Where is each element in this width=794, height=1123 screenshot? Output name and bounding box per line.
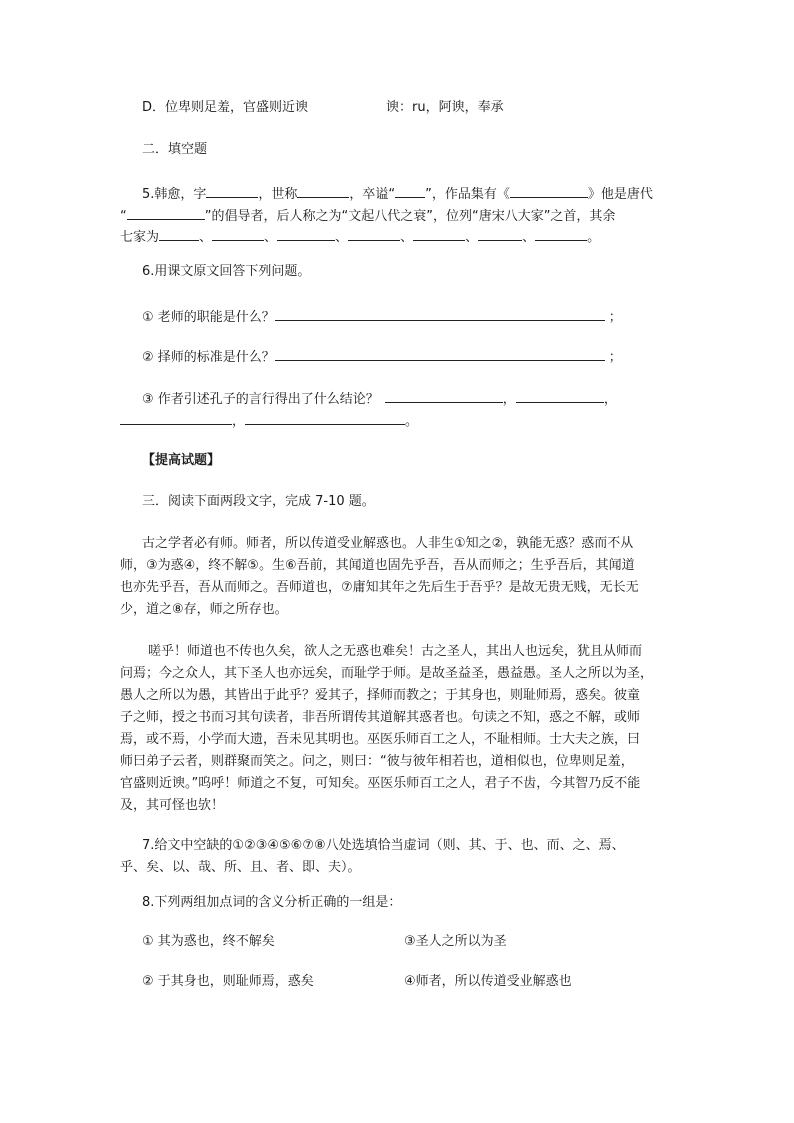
blank-writer-3[interactable] — [277, 226, 335, 241]
q8-option-1: ① 其为惑也，终不解矣 — [142, 934, 275, 949]
section-2-title: 二．填空题 — [142, 142, 208, 157]
q6-answer-3d[interactable] — [245, 410, 405, 425]
blank-writer-5[interactable] — [413, 226, 465, 241]
passage-1-line: 师，③为惑④，终不解⑤。生⑥吾前，其闻道也固先乎吾，吾从而师之；生乎吾后，其闻道 — [120, 558, 635, 573]
blank-collection[interactable] — [510, 183, 588, 198]
passage-1-line: 也亦先乎吾，吾从而师之。吾师道也，⑦庸知其年之先后生于吾乎？是故无贵无贱，无长无 — [120, 580, 639, 595]
q5-line-2: “ ”的倡导者，后人称之为“文起八代之衰”，位列“唐宋八大家”之首，其余 — [120, 205, 615, 227]
blank-title[interactable] — [297, 183, 349, 198]
passage-1-line: 古之学者必有师。师者，所以传道受业解惑也。人非生①知之②，孰能无惑？惑而不从 — [142, 536, 634, 551]
q5-line-1: 5.韩愈，字 ，世称 ，卒谥“ ”，作品集有《 》他是唐代 — [142, 183, 653, 205]
blank-courtesy-name[interactable] — [206, 183, 258, 198]
q6-item-3-cont: ， 。 — [120, 410, 418, 432]
q6-item-1: ① 老师的职能是什么？ ； — [142, 306, 622, 328]
advanced-title: 【提高试题】 — [142, 453, 221, 468]
option-d-text: D．位卑则足羞，官盛则近谀 — [142, 100, 309, 115]
passage-2-line: 及，其可怪也欤！ — [120, 798, 225, 813]
section-3-title: 三．阅读下面两段文字，完成 7-10 题。 — [142, 494, 375, 509]
blank-writer-2[interactable] — [212, 226, 264, 241]
q6-answer-3c[interactable] — [120, 410, 232, 425]
passage-2-line: 焉，或不焉，小学而大遗，吾未见其明也。巫医乐师百工之人，不耻相师。士大夫之族，曰 — [120, 732, 641, 747]
passage-2-line: 师曰弟子云者，则群聚而笑之。问之，则曰：“彼与彼年相若也，道相似也，位卑则足羞， — [120, 754, 634, 769]
blank-writer-7[interactable] — [535, 226, 587, 241]
passage-1-line: 少，道之⑧存，师之所存也。 — [120, 602, 288, 617]
blank-writer-4[interactable] — [348, 226, 400, 241]
q6-answer-3a[interactable] — [385, 388, 503, 403]
q6-item-2: ② 择师的标准是什么？ ； — [142, 346, 622, 368]
option-d-note: 谀：ru，阿谀，奉承 — [386, 100, 504, 115]
q8-option-4: ④师者，所以传道受业解惑也 — [404, 974, 572, 989]
q5-line-3: 七家为 、 、 、 、 、 、 。 — [120, 226, 600, 248]
blank-writer-1[interactable] — [159, 226, 199, 241]
q8-title: 8.下列两组加点词的含义分析正确的一组是： — [142, 895, 402, 910]
option-d-line — [142, 98, 308, 118]
blank-writer-6[interactable] — [478, 226, 522, 241]
passage-2-line: 愚人之所以为愚，其皆出于此乎？爱其子，择师而教之；于其身也，则耻师焉，惑矣。彼童 — [120, 688, 641, 703]
passage-2-line: 子之师，授之书而习其句读者，非吾所谓传其道解其惑者也。句读之不知，惑之不解，或师 — [120, 710, 641, 725]
q6-answer-3b[interactable] — [516, 388, 604, 403]
q7-line: 乎、矣、以、哉、所、且、者、即、夫）。 — [120, 860, 361, 875]
q6-answer-2[interactable] — [275, 346, 605, 361]
q6-title: 6.用课文原文回答下列问题。 — [142, 264, 311, 279]
blank-movement[interactable] — [127, 205, 205, 220]
q8-option-2: ② 于其身也，则耻师焉，惑矣 — [142, 974, 314, 989]
q8-option-3: ③圣人之所以为圣 — [404, 934, 507, 949]
passage-2-line: 官盛则近谀。”呜呼！师道之不复，可知矣。巫医乐师百工之人，君子不齿，今其智乃反不能 — [120, 776, 641, 791]
q6-item-3: ③ 作者引述孔子的言行得出了什么结论？ ， ， — [142, 388, 617, 410]
blank-posthumous-name[interactable] — [395, 183, 425, 198]
q6-answer-1[interactable] — [275, 306, 605, 321]
passage-2-line: 问焉；今之众人，其下圣人也亦远矣，而耻学于师。是故圣益圣，愚益愚。圣人之所以为圣， — [120, 666, 654, 681]
q7-line: 7.给文中空缺的①②③④⑤⑥⑦⑧八处选填恰当虚词（则、其、于、也、而、之、焉、 — [142, 838, 625, 853]
passage-2-line: 嗟乎！师道也不传也久矣，欲人之无惑也难矣！古之圣人，其出人也远矣，犹且从师而 — [148, 644, 643, 659]
